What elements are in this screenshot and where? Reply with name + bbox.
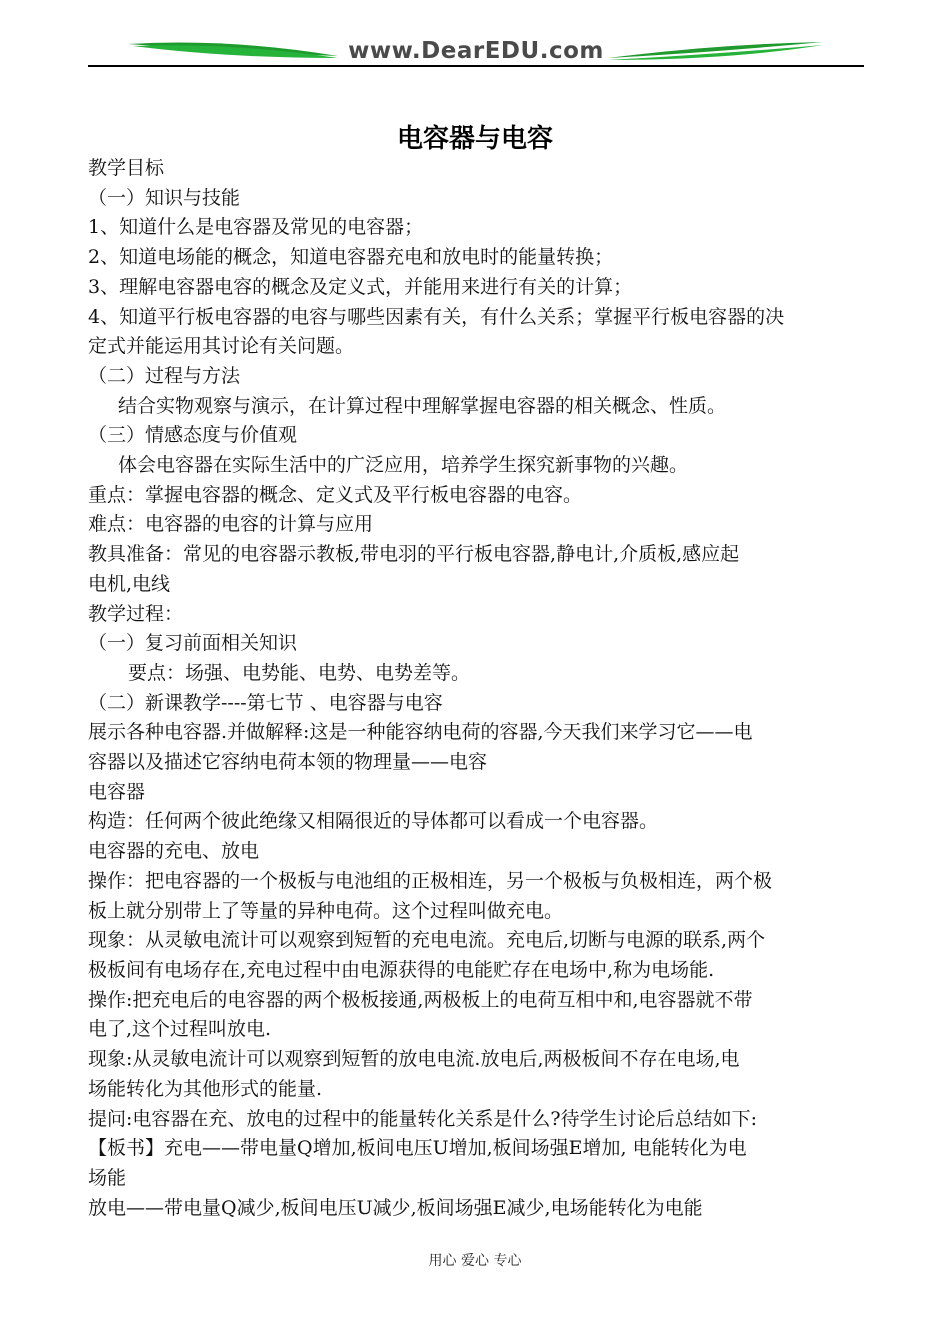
paragraph: 操作:把充电后的电容器的两个极板接通,两极板上的电荷互相中和,电容器就不带 [88, 988, 753, 1011]
paragraph-cont: 板上就分别带上了等量的异种电荷。这个过程叫做充电。 [88, 899, 564, 922]
objective-item-cont: 定式并能运用其讨论有关问题。 [88, 335, 355, 358]
paragraph: 要点：场强、电势能、电势、电势差等。 [128, 661, 471, 684]
board-note: 放电——带电量Q减少,板间电压U减少,板间场强E减少,电场能转化为电能 [88, 1196, 703, 1219]
subheading: 电容器 [88, 780, 146, 803]
document-title: 电容器与电容 [396, 124, 553, 154]
section-new-lesson: （二）新课教学----第七节 、电容器与电容 [88, 691, 443, 714]
heading-teaching-process: 教学过程： [88, 602, 184, 625]
key-point: 重点：掌握电容器的概念、定义式及平行板电容器的电容。 [88, 483, 583, 506]
header-divider [88, 65, 864, 67]
board-note-cont: 场能 [88, 1166, 127, 1189]
site-logo-text[interactable]: www.DearEDU.com [348, 38, 604, 64]
section-process-methods: （二）过程与方法 [88, 364, 241, 387]
board-note: 【板书】充电——带电量Q增加,板间电压U增加,板间场强E增加, 电能转化为电 [88, 1137, 747, 1160]
paragraph: 现象:从灵敏电流计可以观察到短暂的放电电流.放电后,两极板间不存在电场,电 [88, 1048, 740, 1071]
paragraph: 构造：任何两个彼此绝缘又相隔很近的导体都可以看成一个电容器。 [88, 810, 659, 833]
subheading: 电容器的充电、放电 [88, 840, 260, 863]
difficult-point: 难点：电容器的电容的计算与应用 [88, 513, 374, 536]
document-body [88, 154, 868, 1223]
paragraph-cont: 容器以及描述它容纳电荷本领的物理量——电容 [88, 751, 488, 774]
objective-item: 4、知道平行板电容器的电容与哪些因素有关，有什么关系；掌握平行板电容器的决 [88, 305, 785, 328]
objective-item: 2、知道电场能的概念，知道电容器充电和放电时的能量转换； [88, 246, 614, 269]
paragraph: 体会电容器在实际生活中的广泛应用，培养学生探究新事物的兴趣。 [118, 454, 689, 477]
paragraph-cont: 极板间有电场存在,充电过程中由电源获得的电能贮存在电场中,称为电场能. [88, 958, 715, 981]
section-attitude-values: （三）情感态度与价值观 [88, 424, 298, 447]
paragraph: 现象：从灵敏电流计可以观察到短暂的充电电流。充电后,切断与电源的联系,两个 [88, 929, 766, 952]
paragraph-cont: 电了,这个过程叫放电. [88, 1018, 272, 1041]
teaching-aids: 教具准备：常见的电容器示教板,带电羽的平行板电容器,静电计,介质板,感应起 [88, 543, 740, 566]
paragraph: 展示各种电容器.并做解释:这是一种能容纳电荷的容器,今天我们来学习它——电 [88, 721, 753, 744]
paragraph: 结合实物观察与演示，在计算过程中理解掌握电容器的相关概念、性质。 [118, 394, 727, 417]
section-knowledge-skills: （一）知识与技能 [88, 186, 241, 209]
objective-item: 1、知道什么是电容器及常见的电容器； [88, 216, 424, 239]
section-review: （一）复习前面相关知识 [88, 632, 298, 655]
question: 提问:电容器在充、放电的过程中的能量转化关系是什么?待学生讨论后总结如下: [88, 1107, 757, 1130]
teaching-aids-cont: 电机,电线 [88, 572, 171, 595]
page-footer: 用心 爱心 专心 [428, 1253, 522, 1269]
paragraph-cont: 场能转化为其他形式的能量. [88, 1077, 323, 1100]
paragraph: 操作：把电容器的一个极板与电池组的正极相连，另一个极板与负极相连，两个极 [88, 869, 773, 892]
page-header [88, 36, 864, 70]
heading-objectives: 教学目标 [88, 157, 165, 179]
objective-item: 3、理解电容器电容的概念及定义式，并能用来进行有关的计算； [88, 275, 633, 298]
